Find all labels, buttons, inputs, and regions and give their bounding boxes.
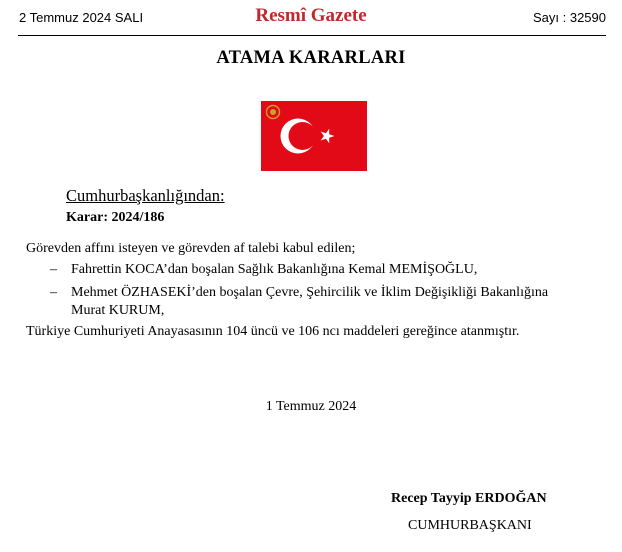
- list-dash: –: [50, 285, 57, 300]
- intro-paragraph: Görevden affını isteyen ve görevden af talebi kabul edilen;: [26, 241, 356, 256]
- list-item: Fahrettin KOCA’dan boşalan Sağlık Bakanlığına Kemal MEMİŞOĞLU,: [71, 262, 478, 277]
- decision-number: [66, 210, 164, 226]
- crescent-inner: [289, 122, 317, 150]
- decision-label: Karar:: [66, 210, 108, 225]
- issue-number: Sayı : 32590: [533, 10, 606, 25]
- issuing-authority: Cumhurbaşkanlığından:: [66, 186, 225, 205]
- decision-value: 2024/186: [111, 210, 165, 225]
- turkish-flag-icon: [261, 101, 367, 171]
- issue-date: 2 Temmuz 2024 SALI: [19, 10, 144, 25]
- list-dash: –: [50, 262, 57, 277]
- signature-date: 1 Temmuz 2024: [265, 399, 357, 414]
- gazette-header: [0, 0, 622, 36]
- signer-name: Recep Tayyip ERDOĞAN: [391, 491, 547, 506]
- gazette-name: Resmî Gazete: [255, 5, 367, 26]
- closing-paragraph: Türkiye Cumhuriyeti Anayasasının 104 üncü ve 106 ncı maddeleri gereğince atanmıştır.: [26, 324, 520, 339]
- signer-title: CUMHURBAŞKANI: [408, 518, 532, 533]
- section-title: ATAMA KARARLARI: [216, 48, 406, 68]
- list-item: Mehmet ÖZHASEKİ’den boşalan Çevre, Şehircilik ve İklim Değişikliği Bakanlığına: [71, 285, 549, 300]
- header-rule: [18, 35, 606, 36]
- list-item-continuation: Murat KURUM,: [71, 303, 165, 318]
